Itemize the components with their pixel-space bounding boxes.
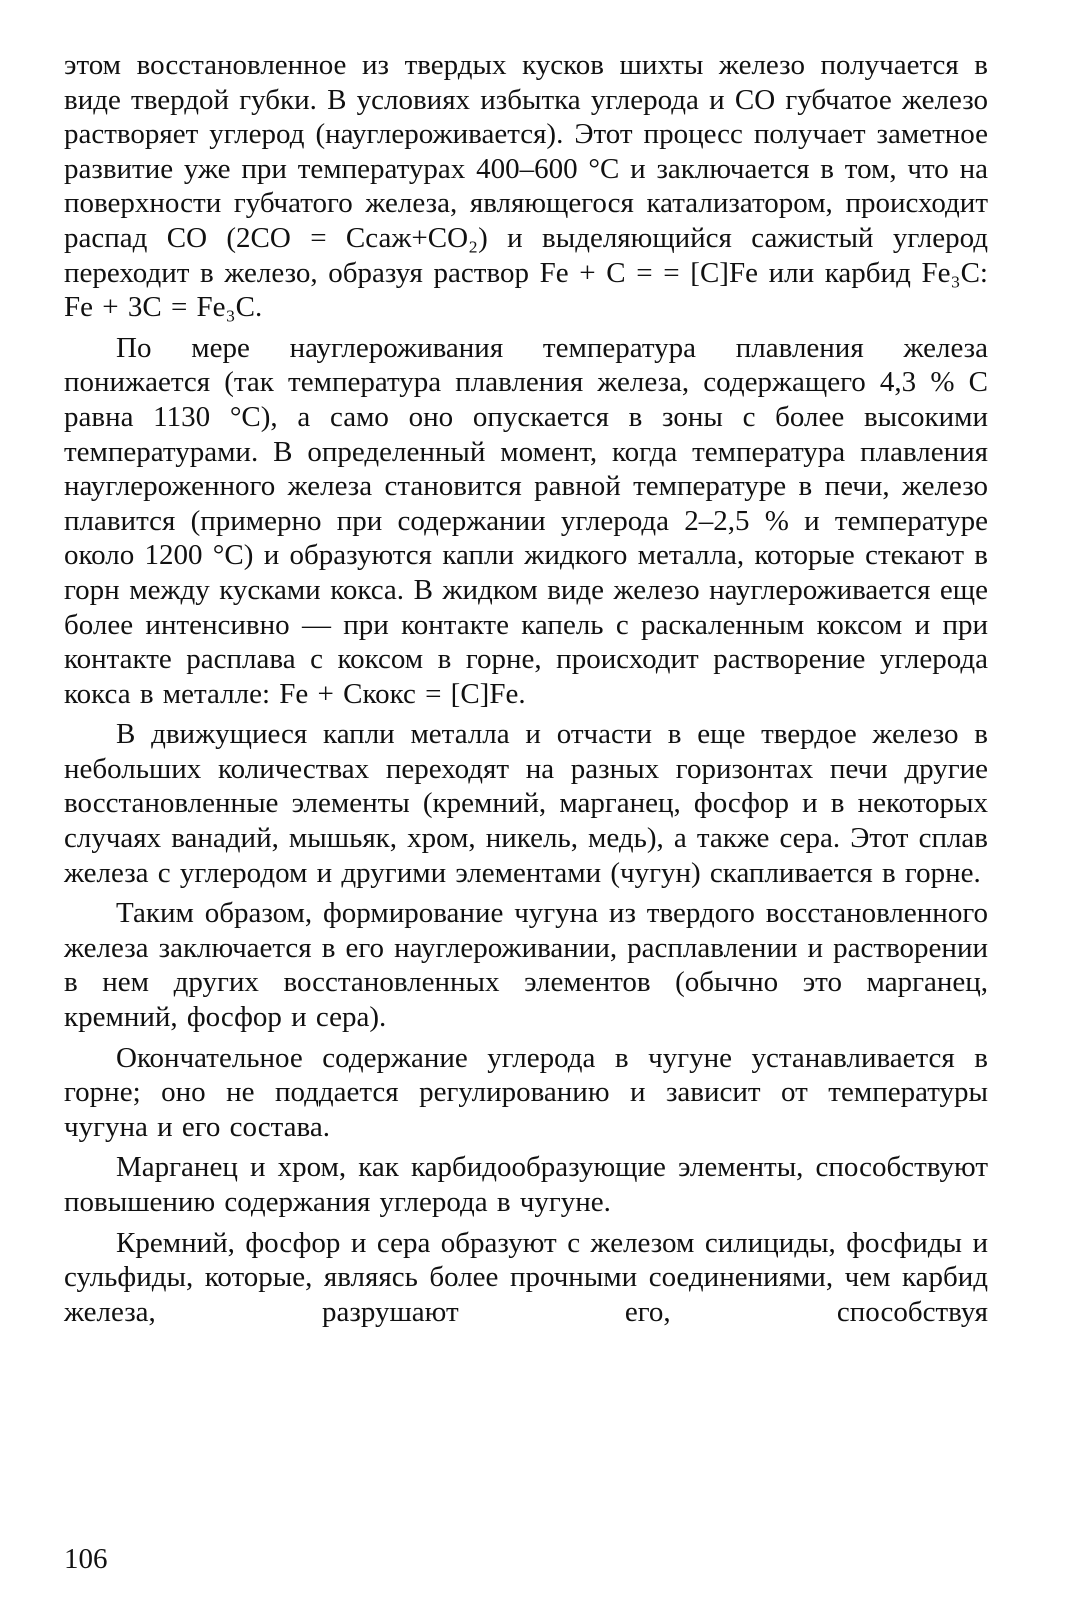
paragraph-1: этом восстановленное из твердых кусков шихты железо получается в виде твердой губки. В условиях избытка углерода и CO губчатое железо растворяет углерод (науглероживается). Этот процесс получает заметное развитие уже при температурах 400–600 °С и заключается в том, что на поверхности губчатого железа, являющегося катализатором, происходит распад CO (2CO = Cсаж+CO₂) и выделяющийся сажистый углерод переходит в железо, образуя раствор Fe + C = = [C]Fe или карбид Fe₃C: Fe + 3C = Fe₃C. — [64, 49, 988, 324]
document-page — [64, 48, 988, 1329]
page-number: 106 — [64, 1543, 108, 1575]
paragraph-7: Кремний, фосфор и сера образуют с железом силициды, фосфиды и сульфиды, которые, являясь более прочными соединениями, чем карбид железа, разрушают его, способствуя — [64, 1226, 988, 1328]
paragraph-5: Окончательное содержание углерода в чугуне устанавливается в горне; оно не поддается регулированию и зависит от температуры чугуна и его состава. — [64, 1041, 988, 1143]
paragraph-4: Таким образом, формирование чугуна из твердого восстановленного железа заключается в его науглероживании, расплавлении и растворении в нем других восстановленных элементов (обычно это марганец, кремний, фосфор и сера). — [64, 897, 988, 1034]
paragraph-2: По мере науглероживания температура плавления железа понижается (так температура плавления железа, содержащего 4,3 % C равна 1130 °С), а само оно опускается в зоны с более высокими температурами. В определенный момент, когда температура плавления науглероженного железа становится равной температуре в печи, железо плавится (примерно при содержании углерода 2–2,5 % и температуре около 1200 °С) и образуются капли жидкого металла, которые стекают в горн между кусками кокса. В жидком виде железо науглероживается еще более интенсивно — при контакте капель с раскаленным коксом и при контакте расплава с коксом в горне, происходит растворение углерода кокса в металле: Fe + Cкокс = [C]Fe. — [64, 331, 988, 710]
paragraph-3: В движущиеся капли металла и отчасти в еще твердое железо в небольших количествах переходят на разных горизонтах печи другие восстановленные элементы (кремний, марганец, фосфор и в некоторых случаях ванадий, мышьяк, хром, никель, медь), а также сера. Этот сплав железа с углеродом и другими элементами (чугун) скапливается в горне. — [64, 718, 988, 889]
paragraph-6: Марганец и хром, как карбидообразующие элементы, способствуют повышению содержания углерода в чугуне. — [64, 1151, 988, 1218]
